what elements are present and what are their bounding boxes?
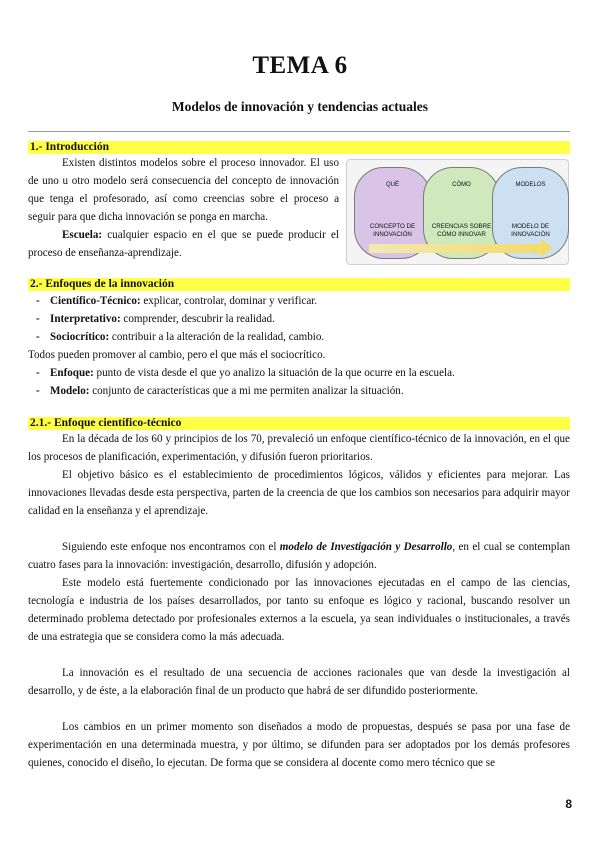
section-intro-text xyxy=(28,154,339,262)
list-item: - Científico-Técnico: explicar, controlar, dominar y verificar. xyxy=(36,295,318,307)
list-item: - Sociocrítico: contribuir a la alteración de la realidad, cambio. xyxy=(36,331,325,343)
list-item: - Interpretativo: comprender, descubrir la realidad. xyxy=(36,313,275,325)
diagram-head-como: CÓMO xyxy=(452,182,471,188)
diagram-head-que: QUÉ xyxy=(385,182,399,188)
section-heading-introduccion: 1.- Introducción xyxy=(28,141,570,154)
escuela-definition xyxy=(28,226,339,262)
diagram-body-como: CREENCIAS SOBRE CÓMO INNOVAR xyxy=(431,223,492,238)
enfoque-text: explicar, controlar, dominar y verificar. xyxy=(140,295,318,307)
paragraph xyxy=(28,538,570,574)
page-title: TEMA 6 xyxy=(252,52,348,79)
diagram-body-modelos: MODELO DE INNOVACIÓN xyxy=(511,223,550,238)
paragraph: El objetivo básico es el establecimiento de procedimientos lógicos, válidos y eficientes para mejorar. Las innovaciones llevadas desde esta perspectiva, parten de la creencia de que los cambios son necesarios para adquirir mayor calidad en la enseñanza y el aprendizaje. xyxy=(28,469,570,517)
paragraph-part: Siguiendo este enfoque nos encontramos con el xyxy=(62,541,280,553)
diagram-head-modelos: MODELOS xyxy=(515,182,546,188)
escuela-text: cualquier espacio en el que se puede producir el proceso de enseñanza-aprendizaje. xyxy=(28,229,339,259)
intro-paragraph: Existen distintos modelos sobre el proceso innovador. El uso de uno u otro modelo será consecuencia del concepto de innovación que tenga el profesorado, así como creencias sobre el proceso a seguir para que dicha innovación se ponga en marcha. xyxy=(28,157,339,223)
enfoque-text: contribuir a la alteración de la realidad, cambio. xyxy=(109,331,325,343)
list-item: - Modelo: conjunto de características que a mi me permiten analizar la situación. xyxy=(36,385,404,397)
paragraph: Este modelo está fuertemente condicionado por las innovaciones ejecutadas en el campo de las ciencias, tecnología e industria de los países desarrollados, por tanto su enfoque es lógico y racional, buscando resolver un determinado problema detectado por profesionales externos a la escuela, ya sean individuales o institucionales, a través de una estrategia que se considera como la más adecuada. xyxy=(28,577,570,643)
title-divider xyxy=(28,131,570,132)
enfoque-label: Sociocrítico: xyxy=(50,331,110,343)
section-heading-cientifico-tecnico: 2.1.- Enfoque científico-técnico xyxy=(28,417,570,430)
enfoque-label: Interpretativo: xyxy=(50,313,121,325)
paragraph: Los cambios en un primer momento son diseñados a modo de propuestas, después se pasa por una fase de experimentación en una determinada muestra, y por último, se difunden para ser adoptados por los demás profesores quienes, conocido el diseño, lo ejecutan. De forma que se considera al docente como mero técnico que se xyxy=(28,721,570,769)
escuela-label: Escuela: xyxy=(62,229,103,241)
section-heading-enfoques: 2.- Enfoques de la innovación xyxy=(28,278,570,291)
list-item: - Enfoque: punto de vista desde el que yo analizo la situación de la que ocurre en la escuela. xyxy=(36,367,455,379)
enfoque-text: comprender, descubrir la realidad. xyxy=(120,313,275,325)
page-number: 8 xyxy=(565,797,572,811)
innovation-diagram xyxy=(346,159,569,265)
term-label: Modelo: xyxy=(50,385,90,397)
diagram-body-que: CONCEPTO DE INNOVACIÓN xyxy=(369,223,416,238)
enfoques-note: Todos pueden promover al cambio, pero el que más el sociocrítico. xyxy=(28,349,326,361)
diagram-arrow-head xyxy=(541,239,553,257)
page-subtitle: Modelos de innovación y tendencias actuales xyxy=(171,99,429,114)
term-text: conjunto de características que a mi me permiten analizar la situación. xyxy=(89,385,404,397)
paragraph: La innovación es el resultado de una secuencia de acciones racionales que van desde la investigación al desarrollo, y de éste, a la elaboración final de un producto que habrá de ser difundido posteriormente. xyxy=(28,667,570,697)
diagram-arrow-shaft xyxy=(369,244,541,253)
term-text: punto de vista desde el que yo analizo la situación de la que ocurre en la escuela. xyxy=(93,367,455,379)
term-label: Enfoque: xyxy=(50,367,94,379)
model-name-emphasis: modelo de Investigación y Desarrollo xyxy=(279,541,453,553)
paragraph-part: , en el cual se contemplan cuatro fases para la innovación: investigación, desarrollo, difusión y adopción. xyxy=(28,541,570,571)
section-cientifico-text xyxy=(28,430,570,772)
enfoque-label: Científico-Técnico: xyxy=(50,295,141,307)
paragraph: En la década de los 60 y principios de los 70, prevaleció un enfoque científico-técnico de la innovación, en el que los procesos de planificación, experimentación, y difusión fueron prioritarios. xyxy=(28,433,570,463)
